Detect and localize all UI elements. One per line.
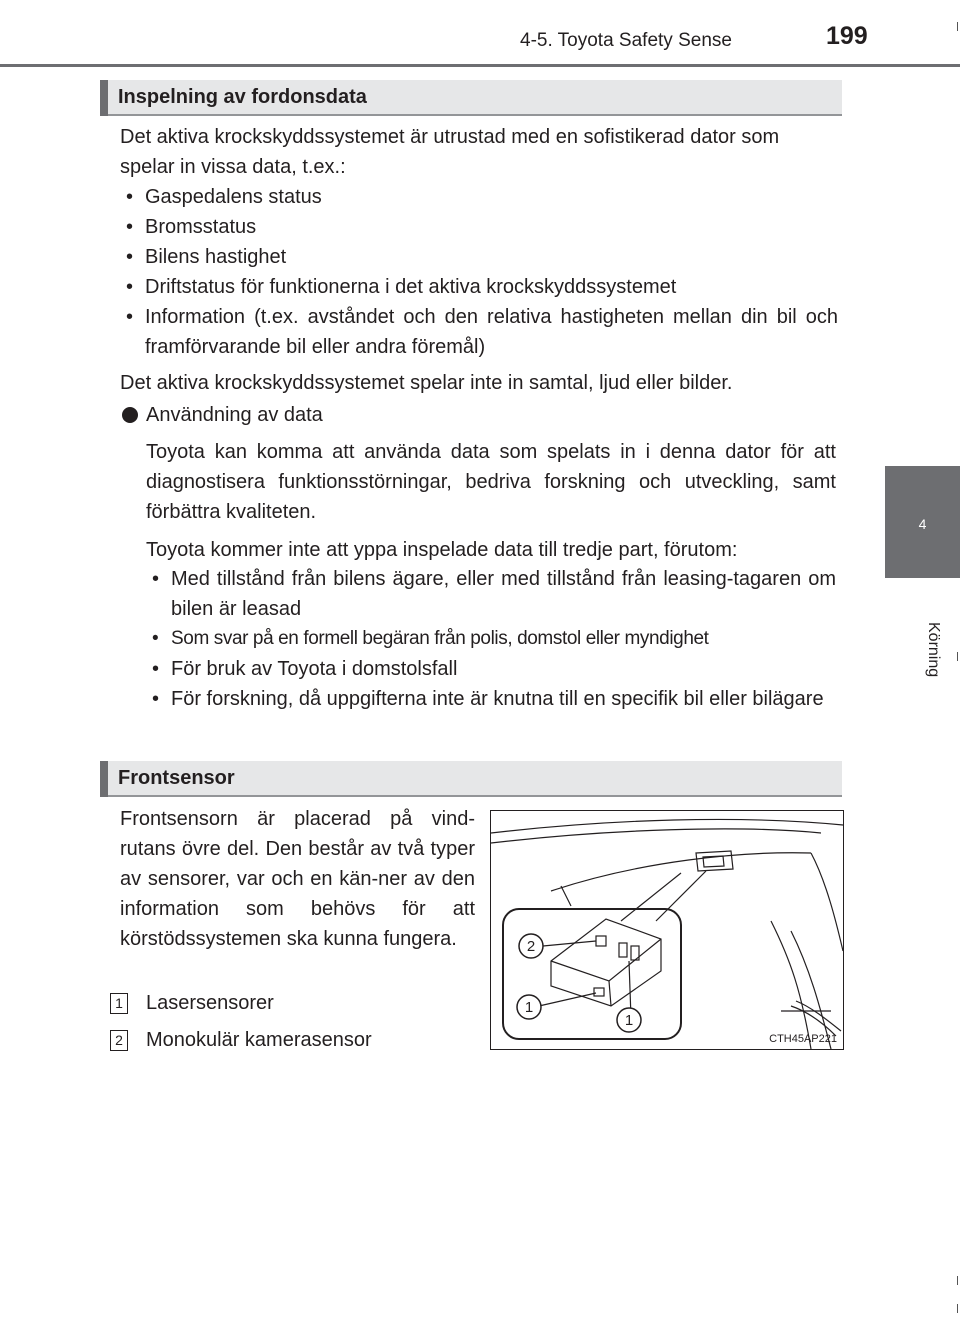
item-label: Monokulär kamerasensor [146,1029,372,1051]
list-item: • Driftstatus för funktionerna i det aktiva krockskyddssystemet [120,272,838,302]
list-item: • Gaspedalens status [120,182,838,212]
section-title: Inspelning av fordonsdata [118,86,367,108]
section-bar-front-sensor [100,761,842,797]
item-number-box: 2 [110,1030,128,1051]
subheading-data-usage: Användning av data [146,404,323,426]
callout-label: 1 [524,999,534,1016]
section-title: Frontsensor [118,767,235,789]
callout-label: 2 [526,938,536,955]
item-label: Lasersensorer [146,992,274,1014]
page-number: 199 [826,22,868,50]
margin-tick [957,1304,958,1313]
section-header: 4-5. Toyota Safety Sense [520,30,732,51]
windshield-sensor-drawing [491,811,843,1049]
bullet-dot [122,407,138,423]
callout-label: 1 [624,1012,634,1029]
chapter-number: 4 [918,516,927,532]
list-item: • För forskning, då uppgifterna inte är knutna till en specifik bil eller bilägare [146,684,836,714]
figure-code: CTH45AP221 [769,1033,837,1045]
recorded-data-list [120,182,838,362]
intro-paragraph: Det aktiva krockskyddssystemet är utrustad med en sofistikerad dator som spelar in vissa data, t.ex.: [120,126,780,178]
header-rule [0,64,960,67]
margin-tick [957,652,958,661]
disclosure-intro: Toyota kommer inte att yppa inspelade data till tredje part, förutom: [146,539,738,561]
chapter-label: Körning [925,622,942,678]
disclosure-list [146,564,836,714]
note-paragraph: Det aktiva krockskyddssystemet spelar inte in samtal, ljud eller bilder. [120,372,733,394]
list-item: • Bromsstatus [120,212,838,242]
list-item: • Bilens hastighet [120,242,838,272]
front-sensor-illustration [490,810,844,1050]
list-item: • För bruk av Toyota i domstolsfall [146,654,836,684]
margin-tick [957,22,958,31]
front-sensor-description: Frontsensorn är placerad på vind-rutans övre del. Den består av två typer av sensorer, var och en kän-ner av den information som behövs för att körstödssystemen ska kunna fungera. [120,808,475,950]
chapter-tab [885,466,960,578]
usage-paragraph: Toyota kan komma att använda data som spelats in i denna dator för att diagnostisera funktionsstörningar, bedriva forskning och utveckling, samt förbättra kvaliteten. [146,441,836,523]
margin-tick [957,1276,958,1285]
list-item: • Som svar på en formell begäran från polis, domstol eller myndighet [146,624,836,654]
list-item: • Med tillstånd från bilens ägare, eller med tillstånd från leasing-tagaren om bilen är leasad [146,564,836,624]
item-number-box: 1 [110,993,128,1014]
list-item: • Information (t.ex. avståndet och den relativa hastigheten mellan din bil och framförvarande bil eller andra föremål) [120,302,838,362]
section-bar-recording [100,80,842,116]
